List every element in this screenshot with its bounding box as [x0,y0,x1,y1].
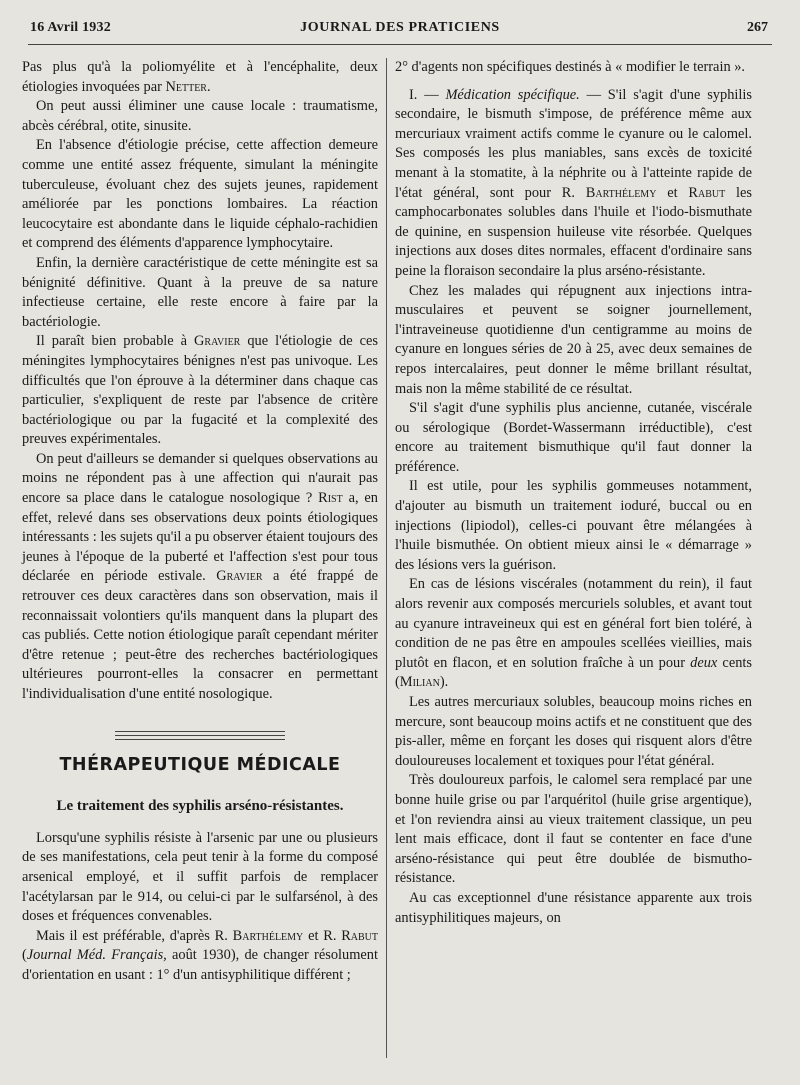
page-number: 267 [747,20,768,35]
paragraph: Très douloureux parfois, le calomel sera remplacé par une bonne huile grise ou par l'arquéritol (huile grise argentique), et l'on reviendra ainsi au vieux traitement classique, un peu lent mais efficace, dont il faut se contenter en face d'une arséno-résistance qui peut être doublée de bismutho-résistance. [395,772,752,887]
paragraph: Il est utile, pour les syphilis gommeuses notamment, d'ajouter au bismuth un traitement ioduré, buccal ou en injections (lipiodol), celles-ci pouvant être mélangées à l'huile bismuthée. On obtient mieux ainsi le « démarrage » des lésions vers la guérison. [395,478,752,573]
issue-date: 16 Avril 1932 [30,20,111,35]
paragraph: On peut aussi éliminer une cause locale : traumatisme, abcès cérébral, otite, sinusite. [22,98,378,134]
page-header [0,0,800,40]
paragraph: En cas de lésions viscérales (notamment du rein), il faut alors revenir aux composés mercuriels solubles, et avant tout au cyanure intraveineux qui est en général fort bien toléré, à condition de ne pas être en ampoules scellées vieillies, mais plutôt en flacon, et en solution fraîche à un pour deux cents (Milian). [395,576,752,691]
paragraph: Enfin, la dernière caractéristique de cette méningite est sa bénignité définitive. Quant à la preuve de sa nature infectieuse certaine, elle reste encore à faire par la bactériologie. [22,254,378,330]
section-separator [115,731,285,740]
paragraph: 2° d'agents non spécifiques destinés à « modifier le terrain ». [395,59,746,75]
paragraph: Chez les malades qui répugnent aux injections intra-musculaires et peuvent se soigner journellement, l'intraveineuse quotidienne d'un centigramme au moins de cyanure en longues séries de 20 à 25, avec deux semaines de repos intercalaires, peut donner le même brillant résultat, mais non la même stabilité de ce résultat. [395,282,752,397]
paragraph: I. — Médication spécifique. — S'il s'agit d'une syphilis secondaire, le bismuth s'impose, de préférence même aux mercuriaux vraiment actifs comme le cyanure ou le calomel. Ses composés les plus maniables, sans excès de toxicité menant à la stomatite, à la néphrite ou à l'atteinte rapide de l'état général, sont pour R. Barthélemy et Rabut les camphocarbonates solubles dans l'huile et l'iodo-bismuthate de quinine, en suspension huileuse vite résorbée. Quelques injections aux doses dites normales, effacent d'ordinaire sans peine la floraison secondaire la plus arséno-résistante. [395,86,752,279]
column-divider [386,58,387,1058]
header-rule [28,44,772,45]
paragraph: Il paraît bien probable à Gravier que l'étiologie de ces méningites lymphocytaires bénignes n'est pas univoque. Les difficultés que l'on éprouve à la déterminer dans chaque cas particulier, s'expliquent de reste par l'absence de critère bactériologique ou par la fugacité et la complexité des preuves expérimentales. [22,333,379,448]
journal-title: JOURNAL DES PRATICIENS [300,20,500,35]
section-title: THÉRAPEUTIQUE MÉDICALE [59,754,341,775]
paragraph: S'il s'agit d'une syphilis plus ancienne, cutanée, viscérale ou sérologique (Bordet-Wassermann irréductible), c'est encore au traitement bismuthique qu'il faut donner la préférence. [395,400,752,475]
paragraph: Au cas exceptionnel d'une résistance apparente aux trois antisyphilitiques majeurs, on [395,889,752,926]
paragraph: Les autres mercuriaux solubles, beaucoup moins riches en mercure, sont beaucoup moins actifs et ne constituent que des pis-aller, même en forçant les doses qui risquent alors d'être douloureuses localement et toxiques pour l'état général. [395,694,752,769]
paragraph: Mais il est préférable, d'après R. Barthélemy et R. Rabut (Journal Méd. Français, août 1930), de changer résolument d'orientation en usant : 1° d'un antisyphilitique différent ; [22,927,379,983]
left-column [22,58,378,986]
paragraph: Pas plus qu'à la poliomyélite et à l'encéphalite, deux étiologies invoquées par Netter. [22,59,378,95]
article-title: Le traitement des syphilis arséno-résistantes. [56,798,344,815]
paragraph: En l'absence d'étiologie précise, cette affection demeure comme une entité assez fréquente, simulant la méningite tuberculeuse, évoluant chez des sujets jeunes, rapidement améliorée par les ponctions lombaires. La réaction leucocytaire est abondante dans le liquide céphalo-rachidien et comprend des éléments d'apparence lymphocytaire. [22,137,378,252]
paragraph: On peut d'ailleurs se demander si quelques observations au moins ne répondent pas à une affection qui n'aurait pas encore sa place dans le catalogue nosologique ? Rist a, en effet, relevé dans ses observations deux points étiologiques intéressants : les sujets qu'il a pu observer étaient toujours des jeunes à l'époque de la puberté et l'affection s'est pour tous déclarée en période estivale. Gravier a été frappé de retrouver ces deux caractères dans son observation, mais il reconnaissait volontiers qu'ils manquent dans la plupart des cas publiés. Cette notion étiologique paraît cependant mériter d'être retenue ; peut-être des recherches bactériologiques ultérieures pourront-elles la consacrer en permettant l'individualisation d'une entité nosologique. [22,450,379,702]
right-column [395,58,752,928]
paragraph: Lorsqu'une syphilis résiste à l'arsenic par une ou plusieurs de ses manifestations, cela peut tenir à la forme du composé arsenical employé, et il suffit parfois de remplacer l'acétylarsan par le 914, ou celui-ci par le sulfarsénol, à des doses et fréquences convenables. [22,829,378,925]
